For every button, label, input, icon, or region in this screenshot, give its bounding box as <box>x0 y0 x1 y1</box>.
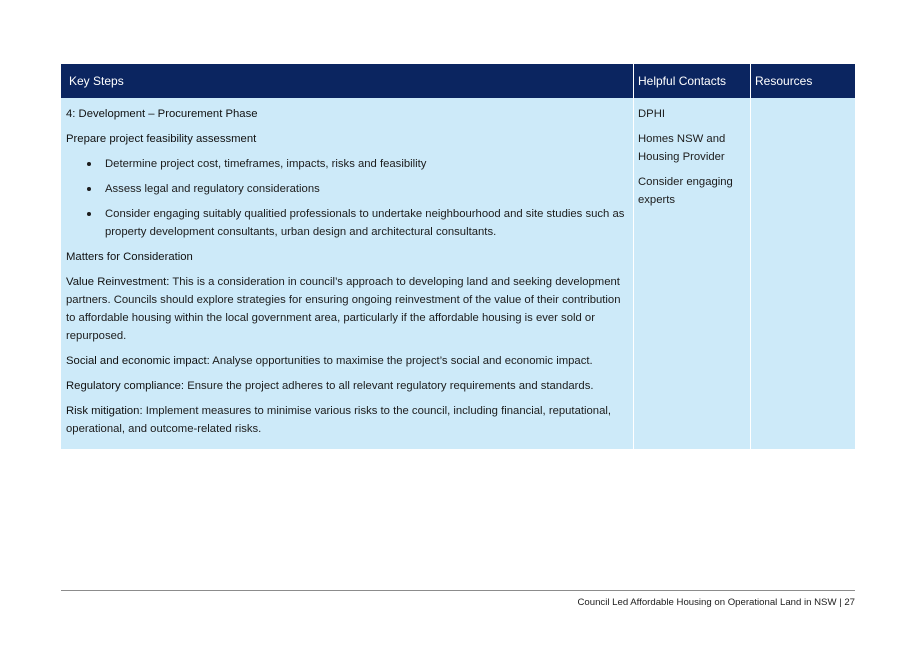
consideration-label: Regulatory compliance: <box>66 380 185 392</box>
consideration-text: Ensure the project adheres to all relevant regulatory requirements and standards. <box>184 380 594 392</box>
list-item: Consider engaging suitably qualitied professionals to undertake neighbourhood and site studies such as property development consultants, urban design and architectural consultants. <box>66 205 632 241</box>
helpful-contacts-cell <box>638 105 748 216</box>
consideration-text: Implement measures to minimise various risks to the council, including financial, reputational, operational, and outcome-related risks. <box>66 405 612 435</box>
header-resources: Resources <box>755 74 813 88</box>
consideration-label: Social and economic impact: <box>66 355 210 367</box>
consideration-social-economic <box>66 352 632 370</box>
consideration-regulatory <box>66 377 632 395</box>
consideration-risk <box>66 402 632 438</box>
contact-item: Homes NSW and Housing Provider <box>638 133 726 163</box>
consideration-label: Risk mitigation: <box>66 405 143 417</box>
list-item: Assess legal and regulatory considerations <box>66 180 632 198</box>
phase-title: 4: Development – Procurement Phase <box>66 108 258 120</box>
consideration-value-reinvestment <box>66 273 632 345</box>
key-steps-cell <box>66 105 632 445</box>
contact-item: Consider engaging experts <box>638 176 733 206</box>
feasibility-list <box>66 155 632 241</box>
contact-item: DPHI <box>638 108 665 120</box>
matters-heading: Matters for Consideration <box>66 251 193 263</box>
feasibility-heading: Prepare project feasibility assessment <box>66 133 257 145</box>
column-divider <box>633 64 634 449</box>
table-header <box>61 64 855 98</box>
header-key-steps: Key Steps <box>69 74 124 88</box>
consideration-text: This is a consideration in council’s approach to developing land and seeking development partners. Councils should explore strategies for ensuring ongoing reinvestment of the value of their contribution to affordable housing within the local government area, particularly if the affordable housing is ever sold or repurposed. <box>66 276 621 342</box>
page-footer: Council Led Affordable Housing on Operational Land in NSW | 27 <box>577 597 855 608</box>
header-helpful-contacts: Helpful Contacts <box>638 74 727 88</box>
footer-divider <box>61 590 855 591</box>
consideration-label: Value Reinvestment: <box>66 276 170 288</box>
consideration-text: Analyse opportunities to maximise the project’s social and economic impact. <box>209 355 593 367</box>
list-item: Determine project cost, timeframes, impacts, risks and feasibility <box>66 155 632 173</box>
column-divider <box>750 64 751 449</box>
guidance-table <box>61 64 855 449</box>
